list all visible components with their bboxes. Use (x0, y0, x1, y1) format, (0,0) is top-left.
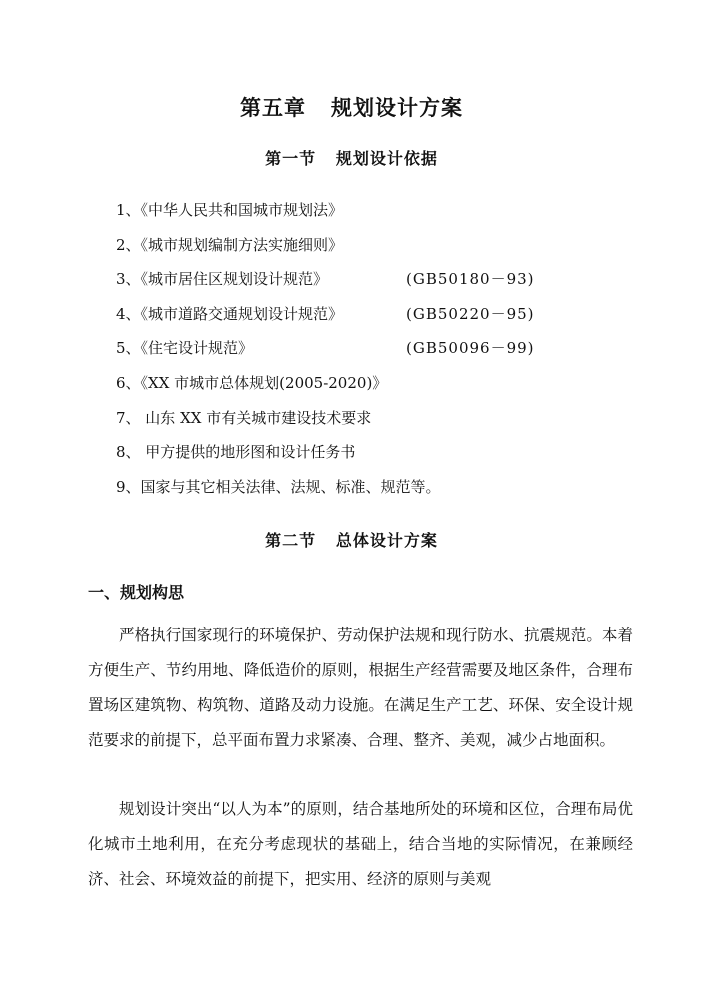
reference-text: 7、 山东 XX 市有关城市建设技术要求 (116, 408, 372, 427)
reference-item (116, 337, 586, 372)
reference-item (116, 407, 586, 442)
reference-item (116, 476, 586, 511)
standard-code: (GB50220－95) (406, 304, 535, 323)
reference-text: 6、《XX 市城市总体规划(2005-2020)》 (116, 373, 388, 392)
reference-text: 3、《城市居住区规划设计规范》 (116, 270, 329, 289)
standard-code: (GB50096－99) (406, 339, 535, 358)
reference-item (116, 234, 586, 269)
body-paragraph: 严格执行国家现行的环境保护、劳动保护法规和现行防水、抗震规范。本着方便生产、节约用地、降低造价的原则，根据生产经营需要及地区条件，合理布置场区建筑物、构筑物、道路及动力设施。在满足生产工艺、环保、安全设计规范要求的前提下，总平面布置力求紧凑、合理、整齐、美观，减少占地面积。 (88, 626, 633, 749)
reference-text: 2、《城市规划编制方法实施细则》 (116, 235, 344, 254)
reference-item (116, 199, 586, 234)
section-title-overall: 第二节 总体设计方案 (265, 531, 438, 550)
reference-text: 9、国家与其它相关法律、法规、标准、规范等。 (116, 477, 441, 496)
reference-text: 4、《城市道路交通规划设计规范》 (116, 304, 344, 323)
reference-item (116, 441, 586, 476)
chapter-title: 第五章 规划设计方案 (240, 95, 463, 120)
reference-item (116, 372, 586, 407)
reference-list (116, 199, 586, 510)
body-paragraph: 规划设计突出“以人为本”的原则，结合基地所处的环境和区位，合理布局优化城市土地利用，在充分考虑现状的基础上，结合当地的实际情况，在兼顾经济、社会、环境效益的前提下，把实用、经济的原则与美观 (88, 800, 633, 888)
reference-item (116, 303, 586, 338)
section-title-basis: 第一节 规划设计依据 (265, 149, 438, 168)
reference-text: 5、《住宅设计规范》 (116, 339, 254, 358)
reference-text: 1、《中华人民共和国城市规划法》 (116, 201, 344, 219)
reference-text: 8、 甲方提供的地形图和设计任务书 (116, 443, 356, 462)
standard-code: (GB50180－93) (406, 270, 535, 289)
reference-item (116, 268, 586, 303)
subsection-title: 一、规划构思 (88, 583, 185, 602)
